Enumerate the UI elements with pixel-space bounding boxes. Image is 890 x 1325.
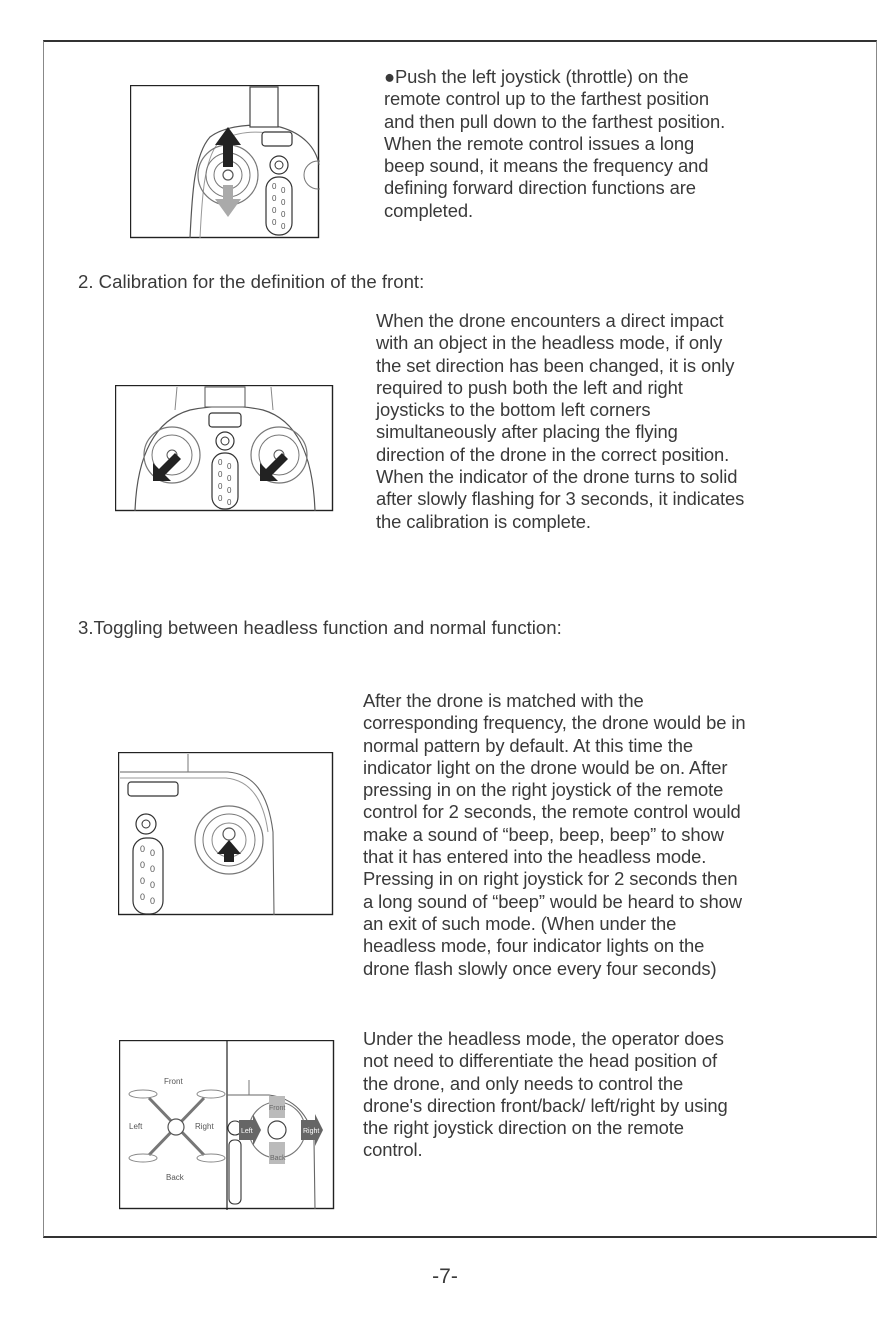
text-line: make a sound of “beep, beep, beep” to show	[363, 823, 724, 845]
text-line: headless mode, four indicator lights on the	[363, 935, 705, 957]
text-line: that it has entered into the headless mode.	[363, 846, 707, 868]
svg-text:0: 0	[272, 218, 277, 227]
text-line: the right joystick direction on the remote	[363, 1117, 684, 1139]
text-line: required to push both the left and right	[376, 376, 683, 398]
svg-text:0: 0	[281, 198, 286, 207]
svg-text:0: 0	[227, 474, 232, 483]
svg-text:0: 0	[272, 194, 277, 203]
text-line: When the remote control issues a long	[384, 132, 695, 154]
text-line: indicator light on the drone would be on. After	[363, 756, 728, 778]
rc-back-label: Back	[270, 1155, 286, 1162]
text-line: and then pull down to the farthest position.	[384, 110, 726, 132]
text-line: a long sound of “beep” would be heard to show	[363, 890, 742, 912]
text-line: control for 2 seconds, the remote control would	[363, 801, 741, 823]
svg-text:0: 0	[140, 892, 146, 902]
text-line: drone flash slowly once every four seconds)	[363, 957, 717, 979]
text-line: direction of the drone in the correct position.	[376, 443, 730, 465]
svg-text:0: 0	[218, 494, 223, 503]
text-line: normal pattern by default. At this time the	[363, 734, 693, 756]
text-line: When the indicator of the drone turns to solid	[376, 466, 738, 488]
svg-text:0: 0	[281, 222, 286, 231]
text-line: remote control up to the farthest position	[384, 88, 709, 110]
section-heading-headless: 3.Toggling between headless function and normal function:	[78, 617, 562, 638]
text-line: pressing in on the right joystick of the remote	[363, 779, 724, 801]
svg-text:0: 0	[227, 462, 232, 471]
text-line: an exit of such mode. (When under the	[363, 912, 677, 934]
text-line: with an object in the headless mode, if only	[376, 332, 723, 354]
text-line: After the drone is matched with the	[363, 690, 644, 711]
page-number: -7-	[432, 1265, 458, 1288]
remote-right-joystick-press-icon	[118, 752, 334, 916]
svg-text:0: 0	[150, 864, 156, 874]
svg-text:0: 0	[218, 458, 223, 467]
svg-text:0: 0	[227, 498, 232, 507]
rc-left-label: Left	[241, 1128, 253, 1135]
text-line: Pressing in on right joystick for 2 seconds then	[363, 868, 738, 890]
remote-throttle-icon	[130, 85, 320, 239]
text-line: ●Push the left joystick (throttle) on the	[384, 66, 689, 87]
svg-text:0: 0	[150, 848, 156, 858]
svg-text:0: 0	[140, 860, 146, 870]
drone-front-label: Front	[164, 1077, 183, 1086]
text-line: joysticks to the bottom left corners	[376, 399, 651, 421]
text-line: after slowly flashing for 3 seconds, it indicates	[376, 488, 745, 510]
text-line: not need to differentiate the head position of	[363, 1050, 717, 1072]
headless-direction-illustration	[119, 1040, 335, 1210]
headless-toggle-illustration	[118, 752, 334, 916]
text-line: the calibration is complete.	[376, 510, 591, 532]
rc-right-label: Right	[303, 1128, 320, 1135]
text-line: defining forward direction functions are	[384, 177, 696, 199]
text-line: drone's direction front/back/ left/right by using	[363, 1094, 728, 1116]
svg-text:0: 0	[281, 210, 286, 219]
text-line: the set direction has been changed, it is only	[376, 354, 735, 376]
text-line: the drone, and only needs to control the	[363, 1072, 684, 1094]
text-line: corresponding frequency, the drone would be in	[363, 712, 746, 734]
text-line: control.	[363, 1139, 423, 1161]
text-line: completed.	[384, 199, 473, 221]
text-line: Under the headless mode, the operator does	[363, 1028, 724, 1049]
svg-text:0: 0	[140, 876, 146, 886]
svg-text:0: 0	[272, 182, 277, 191]
calibration-illustration	[115, 385, 334, 512]
svg-text:0: 0	[150, 880, 156, 890]
svg-text:0: 0	[218, 482, 223, 491]
headless-toggle-instructions	[363, 690, 746, 980]
svg-text:0: 0	[218, 470, 223, 479]
svg-text:0: 0	[272, 206, 277, 215]
drone-left-label: Left	[129, 1122, 143, 1131]
calibration-instructions	[376, 310, 744, 533]
text-line: beep sound, it means the frequency and	[384, 155, 709, 177]
svg-text:0: 0	[150, 896, 156, 906]
remote-both-joysticks-icon	[115, 385, 334, 512]
text-line: simultaneously after placing the flying	[376, 421, 678, 443]
headless-direction-instructions	[363, 1028, 728, 1162]
svg-text:0: 0	[140, 844, 146, 854]
rc-front-label: Front	[269, 1105, 286, 1112]
svg-text:0: 0	[281, 186, 286, 195]
throttle-instructions	[384, 66, 725, 222]
throttle-joystick-illustration	[130, 85, 320, 239]
drone-back-label: Back	[166, 1173, 184, 1182]
drone-right-label: Right	[195, 1122, 214, 1131]
drone-direction-diagram	[119, 1040, 335, 1210]
section-heading-calibration: 2. Calibration for the definition of the front:	[78, 271, 425, 292]
svg-text:0: 0	[227, 486, 232, 495]
text-line: When the drone encounters a direct impact	[376, 310, 724, 331]
